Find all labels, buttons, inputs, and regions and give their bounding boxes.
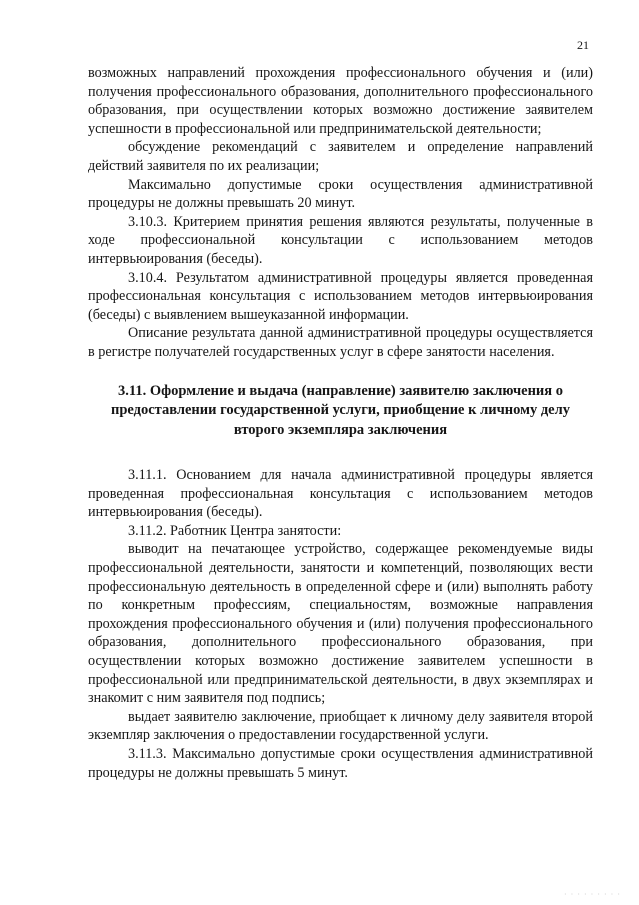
page-number: 21: [577, 38, 589, 52]
paragraph: возможных направлений прохождения профессионального обучения и (или) получения профессионального образования, дополнительного профессионального образования, при осуществлении которых возможно достижение заявителем успешности в профессиональной или предпринимательской деятельности;: [88, 65, 593, 137]
paragraph: Максимально допустимые сроки осуществления административной процедуры не должны превышать 20 минут.: [88, 176, 593, 212]
paragraph: 3.11.2. Работник Центра занятости:: [128, 522, 342, 539]
paragraph: 3.10.4. Результатом административной процедуры является проведенная профессиональная консультация с использованием методов интервьюирования (беседы) с выявлением вышеуказанной информации.: [88, 269, 593, 323]
paragraph: 3.11.1. Основанием для начала административной процедуры является проведенная профессиональная консультация с использованием методов интервьюирования (беседы).: [88, 467, 593, 521]
scan-artifact: · · · · · · · · ·: [564, 890, 621, 899]
paragraph: выводит на печатающее устройство, содержащее рекомендуемые виды профессиональной деятельности, занятости и компетенций, позволяющих вести профессиональную деятельность в определенной сфере и (или) выполнять работу по конкретным профессиям, специальностям, возможные направления прохождения профессионального обучения и (или) получения профессионального образования, дополнительного профессионального образования, при осуществлении которых возможно достижение заявителем успешности в профессиональной или предпринимательской деятельности, в двух экземплярах и знакомит с ним заявителя под подпись;: [88, 541, 593, 707]
document-body: [88, 64, 593, 782]
paragraph: выдает заявителю заключение, приобщает к личному делу заявителя второй экземпляр заключения о предоставлении государственной услуги.: [88, 708, 593, 744]
paragraph: Описание результата данной административной процедуры осуществляется в регистре получателей государственных услуг в сфере занятости населения.: [88, 325, 593, 360]
section-heading: 3.11. Оформление и выдача (направление) заявителю заключения о предоставлении государственной услуги, приобщение к личному делу второго экземпляра заключения: [110, 382, 570, 438]
paragraph: 3.11.3. Максимально допустимые сроки осуществления административной процедуры не должны превышать 5 минут.: [88, 745, 593, 781]
paragraph: обсуждение рекомендаций с заявителем и определение направлений действий заявителя по их реализации;: [88, 139, 593, 174]
paragraph: 3.10.3. Критерием принятия решения являются результаты, полученные в ходе профессиональной консультации с использованием методов интервьюирования (беседы).: [88, 213, 593, 267]
